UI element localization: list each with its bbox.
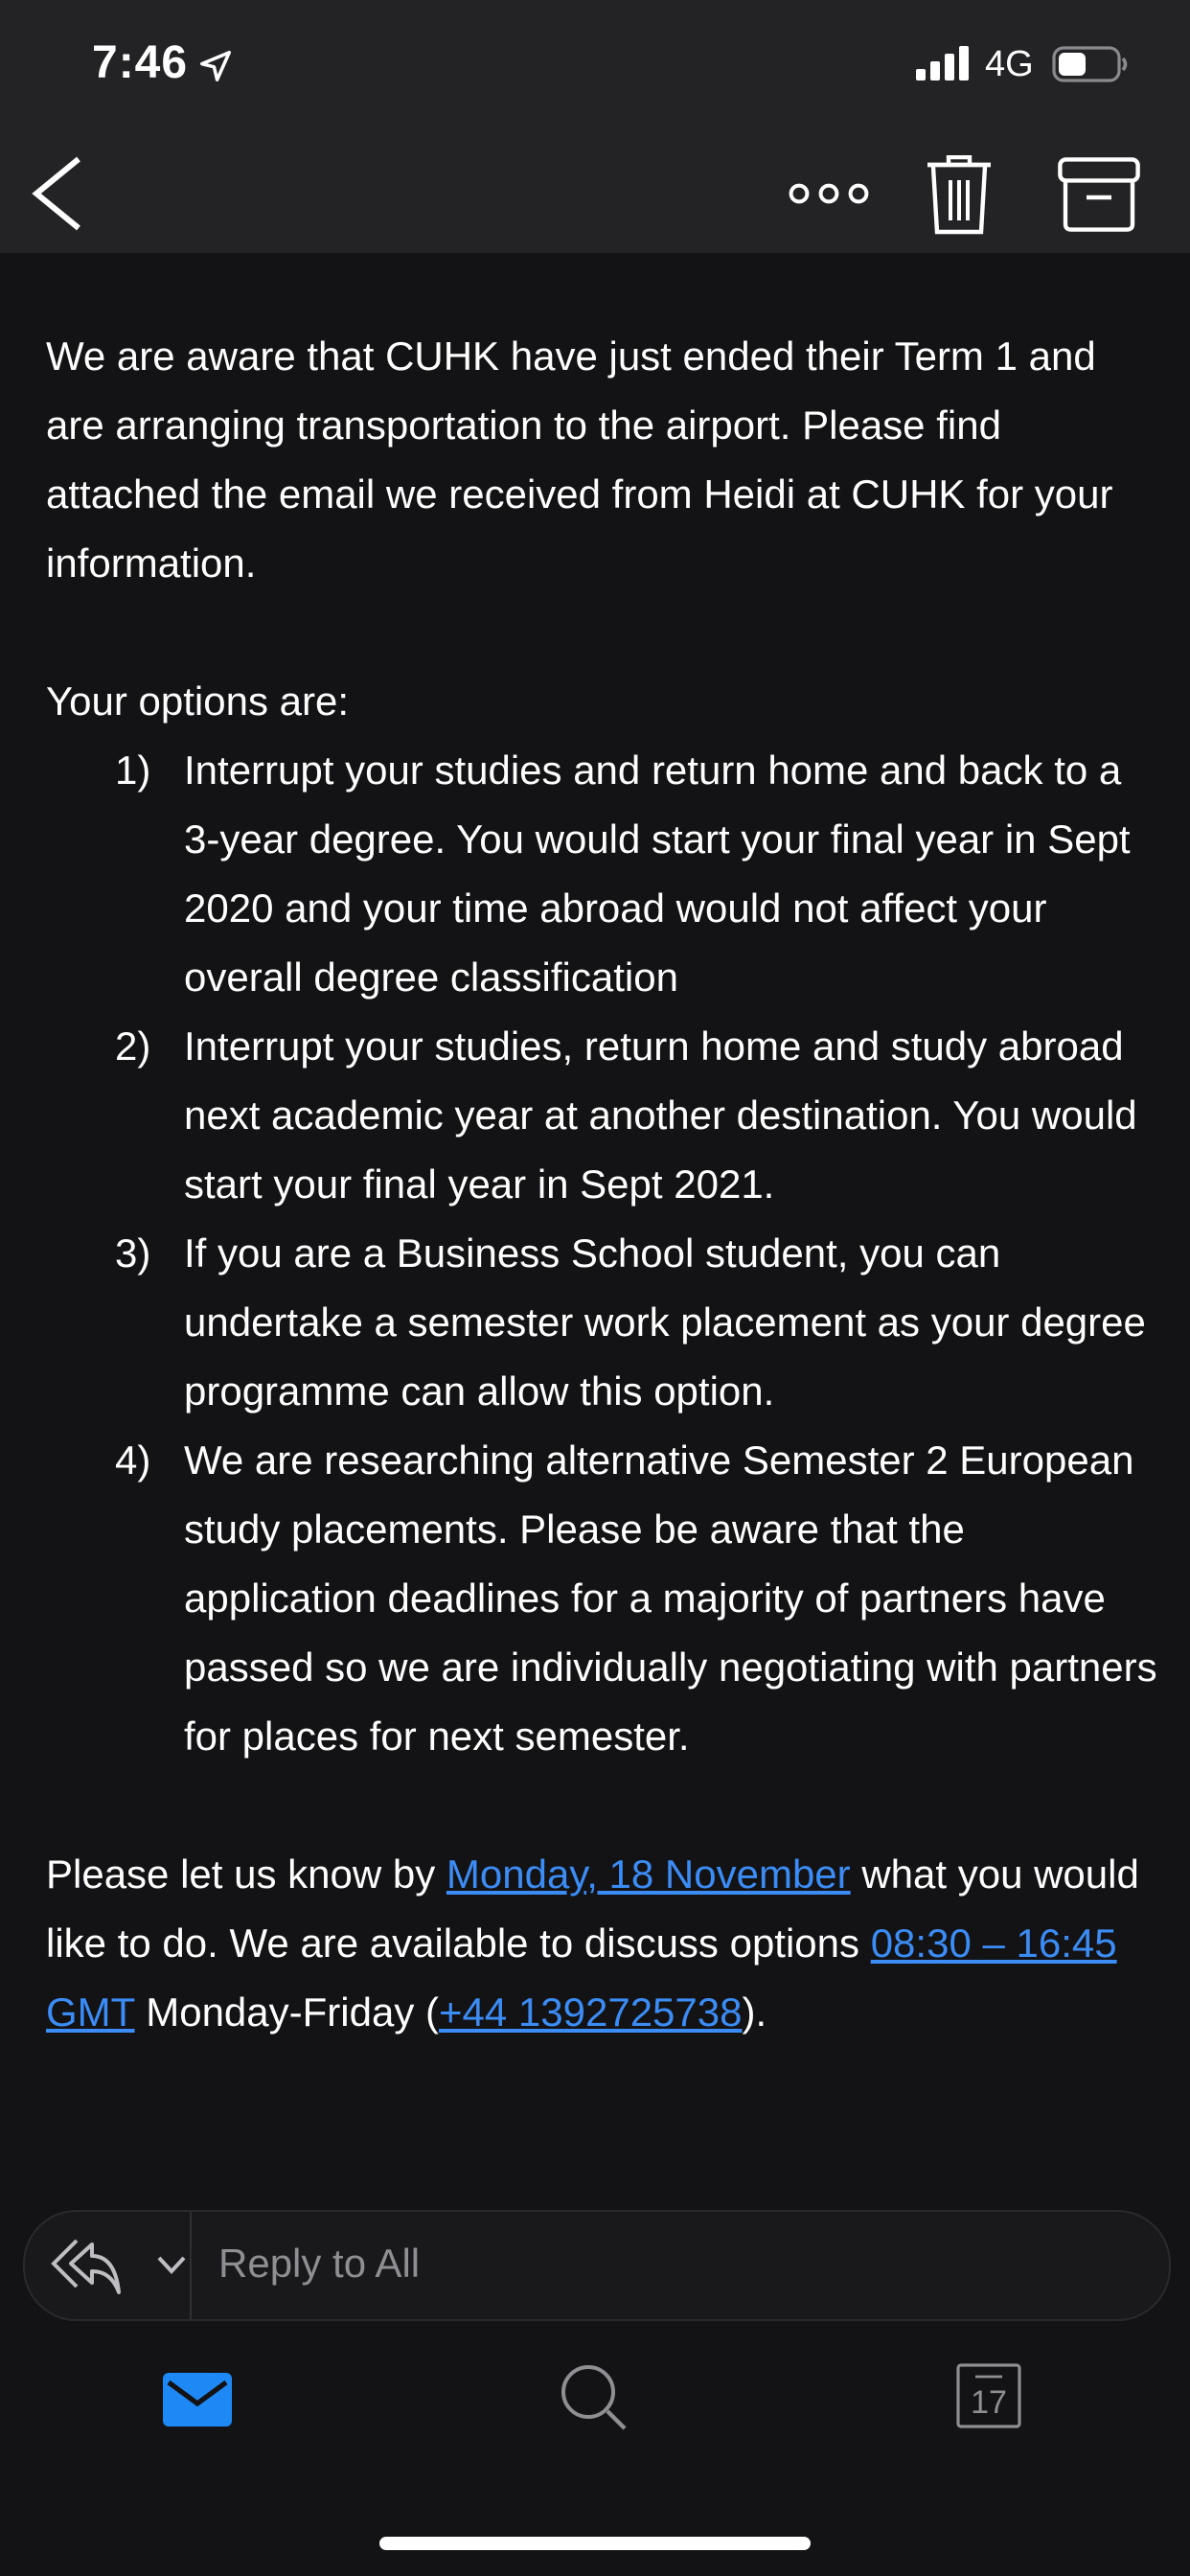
option-number: 4) — [115, 1438, 151, 1483]
option-item-1 — [46, 736, 1157, 1012]
phone-link[interactable]: +44 1392725738 — [438, 1990, 743, 2035]
email-body — [46, 322, 1157, 2047]
trash-icon[interactable] — [926, 155, 993, 236]
option-text: Interrupt your studies and return home and back to a 3-year degree. You would start your final year in Sept 2020 and your time abroad would not affect your overall degree classification — [184, 748, 1131, 1000]
calendar-day: 17 — [971, 2384, 1007, 2421]
more-dots-icon[interactable] — [786, 169, 872, 218]
status-time: 7:46 — [92, 37, 189, 88]
date-link[interactable]: Monday, 18 November — [446, 1852, 851, 1897]
calendar-icon[interactable] — [954, 2361, 1023, 2430]
options-list — [46, 736, 1157, 1771]
option-text: We are researching alternative Semester 2 European study placements. Please be aware that the application deadlines for a majority of partners have passed so we are individually negotiating with partners for places for next semester. — [184, 1438, 1157, 1759]
reply-all-icon[interactable] — [50, 2237, 123, 2296]
option-number: 1) — [115, 748, 151, 793]
home-indicator[interactable] — [379, 2537, 811, 2550]
closing-paragraph — [46, 1840, 1157, 2047]
option-number: 3) — [115, 1230, 151, 1276]
option-text: Interrupt your studies, return home and study abroad next academic year at another destination. You would start your final year in Sept 2021. — [184, 1024, 1137, 1207]
option-item-2 — [46, 1012, 1157, 1219]
option-item-3 — [46, 1219, 1157, 1426]
battery-icon — [1052, 46, 1129, 82]
option-item-4 — [46, 1426, 1157, 1771]
signal-icon — [916, 46, 970, 80]
option-number: 2) — [115, 1024, 151, 1069]
back-chevron-icon[interactable] — [29, 155, 86, 232]
options-heading: Your options are: — [46, 678, 350, 724]
status-bar — [0, 0, 1190, 134]
reply-input[interactable]: Reply to All — [218, 2241, 421, 2286]
reply-divider — [190, 2212, 192, 2319]
closing-text-1: Please let us know by — [46, 1852, 446, 1897]
reply-bar — [23, 2210, 1171, 2321]
mail-icon[interactable] — [163, 2373, 232, 2426]
location-arrow-icon — [197, 48, 234, 84]
closing-text-4: ). — [742, 1990, 767, 2035]
email-toolbar — [0, 134, 1190, 253]
network-type: 4G — [985, 44, 1034, 84]
closing-text-3: Monday-Friday ( — [134, 1990, 439, 2035]
email-intro-paragraph: We are aware that CUHK have just ended their Term 1 and are arranging transportation to the airport. Please find attached the email we received from Heidi at CUHK for your information. — [46, 334, 1113, 586]
chevron-down-icon[interactable] — [157, 2254, 186, 2275]
time-link[interactable]: 08:30 – 16:45 GMT — [46, 1920, 1117, 2035]
archive-icon[interactable] — [1058, 157, 1140, 232]
search-icon[interactable] — [560, 2363, 629, 2432]
closing-text-2: what you would like to do. We are available to discuss options — [46, 1852, 1139, 1966]
option-text: If you are a Business School student, you can undertake a semester work placement as your degree programme can allow this option. — [184, 1230, 1146, 1414]
